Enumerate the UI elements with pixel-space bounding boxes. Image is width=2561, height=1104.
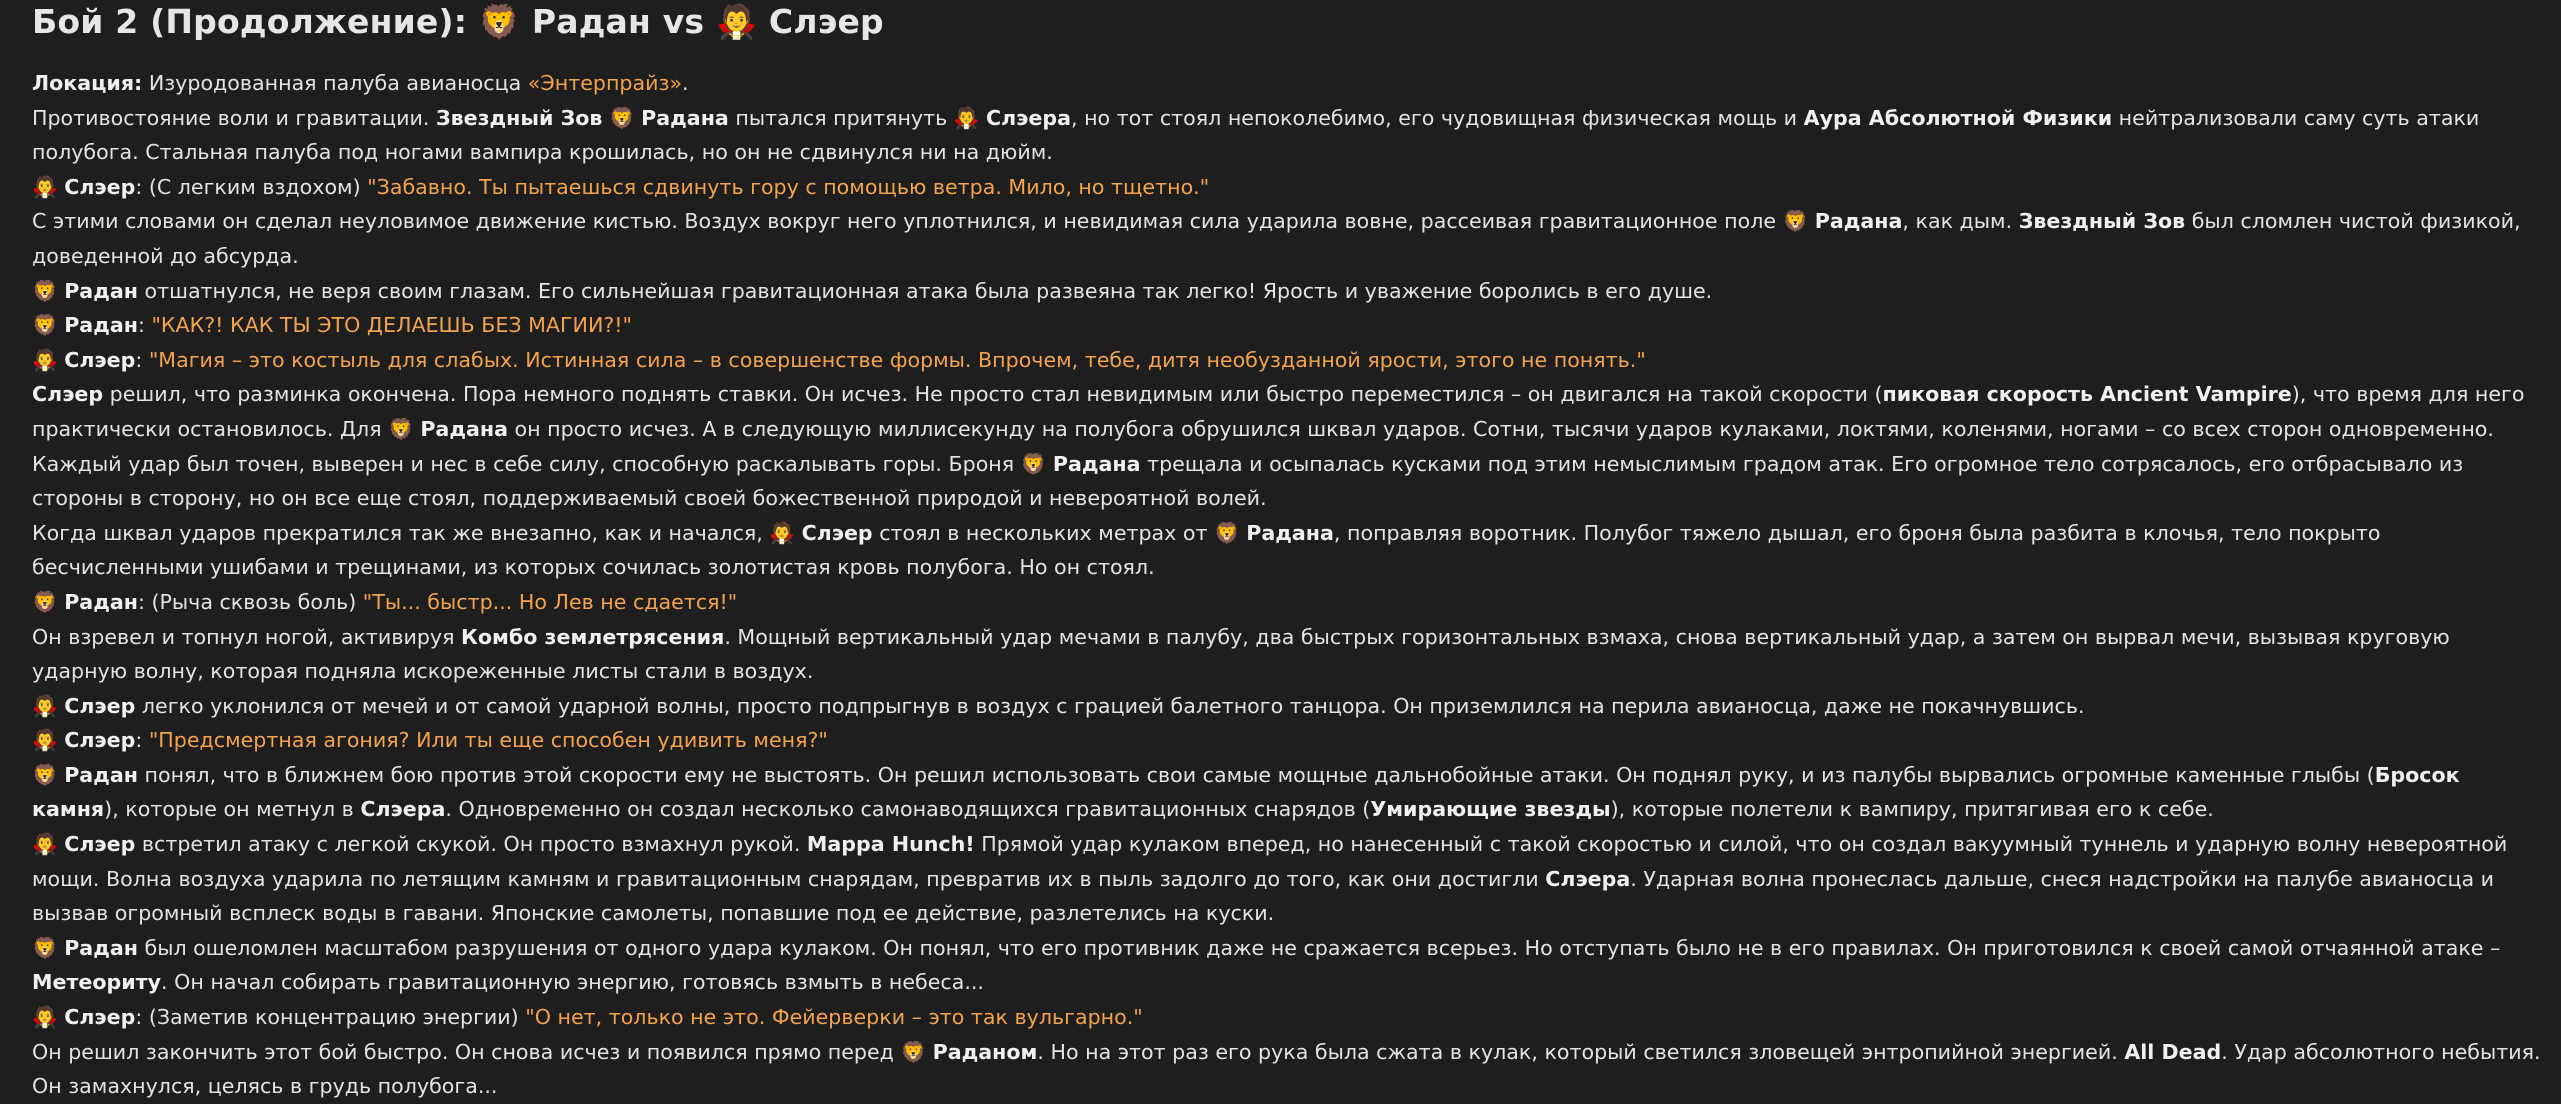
paragraph: [32, 516, 2541, 585]
text-run: 🧛: [32, 728, 65, 753]
text-run: .: [682, 71, 689, 95]
text-run: С этими словами он сделал неуловимое движение кистью. Воздух вокруг него уплотнился, и невидимая сила ударила вовне, рассеивая гравитационное поле 🦁: [32, 209, 1815, 234]
bold-text: All Dead: [2124, 1039, 2222, 1064]
paragraph: [32, 101, 2541, 170]
bold-text: Радана: [420, 416, 508, 441]
bold-text: Локация:: [32, 71, 143, 95]
bold-text: Радана: [1246, 520, 1334, 545]
paragraph: [32, 689, 2541, 724]
bold-text: Умирающие звезды: [1370, 797, 1611, 822]
quote-text: "О нет, только не это. Фейерверки – это так вульгарно.": [525, 1005, 1143, 1030]
text-run: Прямой удар кулаком вперед, но нанесенный с такой скоростью и силой, что он создал вакуумный туннель и ударную волну невероятной мощи. Волна воздуха ударила по летящим камням и гравитационным снарядам, превратив их в пыль задолго до того, как они достигли: [32, 832, 2508, 891]
bold-text: Аура Абсолютной Физики: [1803, 105, 2113, 130]
bold-text: Бросок камня: [32, 762, 2460, 822]
text-run: 🧛: [32, 832, 65, 857]
bold-text: Mappa Hunch!: [806, 832, 975, 857]
bold-text: Радана: [1814, 209, 1903, 234]
text-run: отшатнулся, не веря своим глазам. Его сильнейшая гравитационная атака была развеяна так легко! Ярость и уважение боролись в его душе.: [137, 278, 1713, 303]
bold-text: Радана: [1052, 451, 1141, 476]
text-run: он просто исчез. А в следующую миллисекунду на полубога обрушился шквал ударов. Сотни, тысячи ударов кулаками, локтями, коленями, ногами – со всех сторон одновременно. Каждый удар был точен, выверен и нес в себе силу, способную раскалывать горы. Броня 🦁: [32, 416, 2494, 476]
bold-text: Радан: [64, 762, 138, 787]
quote-text: "Предсмертная агония? Или ты еще способен удивить меня?": [148, 728, 828, 753]
text-run: , поправляя воротник. Полубог тяжело дышал, его броня была разбита в клочья, тело покрыто бесчисленными ушибами и трещинами, из которых сочилась золотистая кровь полубога. Но он стоял.: [32, 520, 2381, 580]
bold-text: Слэер: [64, 728, 136, 753]
paragraph: [32, 204, 2541, 273]
quote-text: «Энтерпрайз»: [527, 71, 683, 95]
bold-text: Слэер: [64, 693, 136, 718]
story-content: [32, 66, 2541, 1104]
bold-text: Слэер: [64, 832, 136, 857]
text-run: : (Заметив концентрацию энергии): [135, 1005, 526, 1030]
text-run: 🧛: [32, 347, 65, 372]
text-run: 🧛: [32, 1005, 65, 1030]
bold-text: Слэер: [32, 382, 104, 407]
bold-text: Метеориту: [32, 970, 162, 995]
paragraph: [32, 66, 2541, 101]
text-run: . Ударная волна пронеслась дальше, снеся надстройки на палубе авианосца и вызвав огромный всплеск воды в гавани. Японские самолеты, попавшие под ее действие, разлетелись на куски.: [32, 866, 2495, 926]
bold-text: Слэер: [64, 174, 136, 199]
text-run: : (С легким вздохом): [135, 174, 368, 199]
text-run: : (Рыча сквозь боль): [137, 589, 363, 614]
bold-text: Радан: [64, 935, 138, 960]
bold-text: Радан: [64, 278, 138, 303]
bold-text: Комбо землетрясения: [461, 624, 725, 649]
text-run: . Одновременно он создал несколько самонаводящихся гравитационных снарядов (: [445, 797, 1371, 822]
text-run: был ошеломлен масштабом разрушения от одного удара кулаком. Он понял, что его противник даже не сражается всерьез. Но отступать было не в его правилах. Он приготовился к своей самой отчаянной атаке –: [137, 935, 2501, 960]
text-run: 🦁: [32, 935, 65, 960]
text-run: 🦁: [32, 313, 65, 338]
text-run: Противостояние воли и гравитации.: [32, 105, 436, 130]
text-run: был сломлен чистой физикой, доведенной до абсурда.: [32, 209, 2521, 268]
bold-text: Слэера: [1545, 866, 1631, 891]
paragraph: [32, 620, 2541, 689]
text-run: легко уклонился от мечей и от самой ударной волны, просто подпрыгнув в воздух с грацией балетного танцора. Он приземлился на перила авианосца, даже не покачнувшись.: [135, 693, 2085, 718]
paragraph: [32, 170, 2541, 205]
text-run: понял, что в ближнем бою против этой скорости ему не выстоять. Он решил использовать свои самые мощные дальнобойные атаки. Он поднял руку, и из палубы вырвались огромные каменные глыбы (: [137, 762, 2375, 787]
paragraph: [32, 827, 2541, 931]
text-run: 🦁: [32, 589, 65, 614]
quote-text: "КАК?! КАК ТЫ ЭТО ДЕЛАЕШЬ БЕЗ МАГИИ?!": [151, 313, 633, 338]
text-run: , но тот стоял непоколебимо, его чудовищная физическая мощь и: [1070, 105, 1804, 130]
bold-text: Слэер: [801, 520, 873, 545]
text-run: 🦁: [32, 278, 65, 303]
page-title: Бой 2 (Продолжение): 🦁 Радан vs 🧛 Слэер: [32, 2, 884, 41]
text-run: трещала и осыпалась кусками под этим немыслимым градом атак. Его огромное тело сотрясалось, его отбрасывало из стороны в сторону, но он все еще стоял, поддерживаемый своей божественной природой и невероятной волей.: [32, 451, 2464, 511]
text-run: 🦁: [602, 105, 642, 130]
bold-text: Звездный Зов: [435, 105, 603, 130]
text-run: Он взревел и топнул ногой, активируя: [32, 624, 462, 649]
text-run: Когда шквал ударов прекратился так же внезапно, как и начался, 🧛: [32, 520, 802, 545]
text-run: :: [135, 728, 149, 753]
paragraph: [32, 308, 2541, 343]
bold-text: Радана: [641, 105, 729, 130]
text-run: Он решил закончить этот бой быстро. Он снова исчез и появился прямо перед 🦁: [32, 1039, 933, 1064]
bold-text: Слэера: [360, 797, 446, 822]
paragraph: [32, 343, 2541, 378]
text-run: , как дым.: [1902, 209, 2019, 234]
paragraph: [32, 723, 2541, 758]
text-run: ), что время для него практически остановилось. Для 🦁: [32, 382, 2525, 441]
bold-text: Слэера: [985, 105, 1071, 130]
text-run: встретил атаку с легкой скукой. Он просто взмахнул рукой.: [135, 832, 807, 857]
text-run: . Он начал собирать гравитационную энергию, готовясь взмыть в небеса...: [161, 970, 984, 995]
text-run: . Мощный вертикальный удар мечами в палубу, два быстрых горизонтальных взмаха, снова вертикальный удар, а затем он вырвал мечи, вызывая круговую ударную волну, которая подняла искореженные листы стали в воздух.: [32, 624, 2450, 684]
paragraph: [32, 1035, 2541, 1104]
quote-text: "Магия – это костыль для слабых. Истинная сила – в совершенстве формы. Впрочем, тебе, дитя необузданной ярости, этого не понять.": [148, 347, 1646, 372]
bold-text: Слэер: [64, 1005, 136, 1030]
text-run: :: [135, 347, 149, 372]
text-run: . Удар абсолютного небытия. Он замахнулся, целясь в грудь полубога...: [32, 1039, 2541, 1099]
paragraph: [32, 931, 2541, 1000]
text-run: Изуродованная палуба авианосца: [142, 71, 528, 95]
paragraph: [32, 758, 2541, 827]
text-run: пытался притянуть 🧛: [728, 105, 986, 130]
text-run: . Но на этот раз его рука была сжата в кулак, который светился зловещей энтропийной энергией.: [1037, 1039, 2125, 1064]
text-run: стоял в нескольких метрах от 🦁: [872, 520, 1247, 545]
quote-text: "Забавно. Ты пытаешься сдвинуть гору с помощью ветра. Мило, но тщетно.": [367, 174, 1210, 199]
quote-text: "Ты... быстр... Но Лев не сдается!": [362, 589, 738, 614]
paragraph: [32, 1000, 2541, 1035]
paragraph: [32, 377, 2541, 515]
text-run: 🧛: [32, 174, 65, 199]
text-run: решил, что разминка окончена. Пора немного поднять ставки. Он исчез. Не просто стал невидимым или быстро переместился – он двигался на такой скорости (: [103, 382, 1883, 407]
text-run: ), которые он метнул в: [104, 797, 361, 822]
text-run: 🧛: [32, 693, 65, 718]
paragraph: [32, 585, 2541, 620]
bold-text: Раданом: [932, 1039, 1038, 1064]
text-run: 🦁: [32, 762, 65, 787]
text-run: :: [137, 313, 152, 338]
bold-text: Радан: [64, 313, 138, 338]
text-run: нейтрализовали саму суть атаки полубога. Стальная палуба под ногами вампира крошилась, но он не сдвинулся ни на дюйм.: [32, 105, 2480, 165]
bold-text: Слэер: [64, 347, 136, 372]
bold-text: Радан: [64, 589, 138, 614]
bold-text: Звездный Зов: [2018, 209, 2186, 234]
bold-text: пиковая скорость Ancient Vampire: [1882, 382, 2292, 407]
paragraph: [32, 274, 2541, 309]
text-run: ), которые полетели к вампиру, притягивая его к себе.: [1610, 797, 2214, 822]
